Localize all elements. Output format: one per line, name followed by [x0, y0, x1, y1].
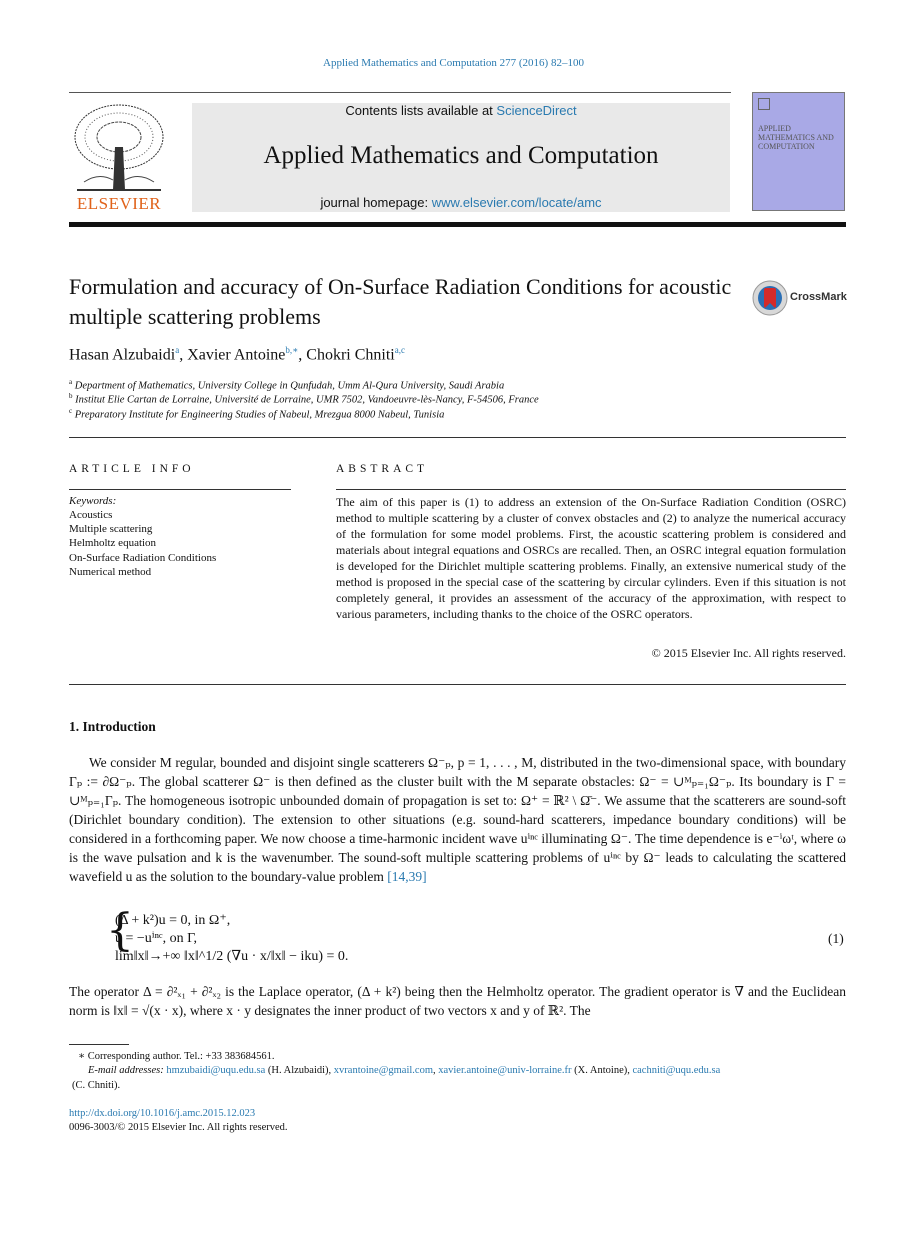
homepage-prefix: journal homepage:	[320, 195, 429, 210]
keyword-item: Multiple scattering	[69, 523, 153, 535]
abstract-bottom-rule	[69, 684, 846, 685]
section-heading: 1. Introduction	[69, 719, 156, 734]
affiliation-a	[69, 378, 504, 392]
keywords-label: Keywords:	[69, 495, 117, 507]
author-name: Hasan Alzubaidi	[69, 346, 176, 364]
cover-title: APPLIED MATHEMATICS AND COMPUTATION	[758, 124, 834, 151]
abstract-heading: ABSTRACT	[336, 463, 429, 475]
footnote-rule	[69, 1044, 129, 1045]
abstract-copyright: © 2015 Elsevier Inc. All rights reserved.	[651, 646, 846, 660]
issn-line: 0096-3003/© 2015 Elsevier Inc. All rights reserved.	[69, 1122, 288, 1133]
affiliation-text: Department of Mathematics, University College in Qunfudah, Umm Al-Qura University, Saudi Arabia	[74, 380, 505, 392]
affiliation-c	[69, 407, 444, 421]
author-affiliation-marker[interactable]: a	[175, 345, 180, 355]
email-owner: (X. Antoine),	[574, 1065, 630, 1076]
contents-prefix: Contents lists available at	[345, 103, 493, 118]
email-link[interactable]: xvrantoine@gmail.com	[333, 1065, 433, 1076]
header-bottom-rule	[69, 222, 846, 227]
keyword-item: Acoustics	[69, 509, 113, 521]
equation-number: (1)	[828, 931, 844, 946]
author-affiliation-marker[interactable]: a,c	[394, 345, 405, 355]
crossmark-icon	[752, 280, 788, 316]
email-link[interactable]: hmzubaidi@uqu.edu.sa	[166, 1065, 266, 1076]
header-top-rule	[69, 92, 731, 93]
email-owner: (C. Chniti).	[72, 1080, 121, 1091]
elsevier-logo	[69, 102, 169, 214]
journal-title: Applied Mathematics and Computation	[263, 142, 659, 169]
elsevier-wordmark: ELSEVIER	[76, 194, 162, 213]
article-title: Formulation and accuracy of On-Surface Radiation Conditions for acoustic multiple scattering problems	[69, 274, 732, 329]
affiliations-rule	[69, 437, 846, 438]
doi-link[interactable]: http://dx.doi.org/10.1016/j.amc.2015.12.023	[69, 1108, 256, 1119]
equation-brace: {	[106, 905, 134, 956]
email-link[interactable]: xavier.antoine@univ-lorraine.fr	[438, 1065, 572, 1076]
article-info-heading: ARTICLE INFO	[69, 463, 195, 475]
article-info-rule	[69, 489, 291, 490]
corresponding-author-note: ∗ Corresponding author. Tel.: +33 383684561.	[78, 1051, 275, 1062]
crossmark-badge[interactable]	[752, 280, 847, 316]
paragraph-text: We consider M regular, bounded and disjoint single scatterers Ω⁻ₚ, p = 1, . . . , M, distributed in the two-dimensional space, with boundary Γₚ := ∂Ω⁻ₚ. The global scatterer Ω⁻ is then defined as the cluster built with the M separate obstacles: Ω⁻ = ∪ᴹₚ₌₁Ω⁻ₚ. Its boundary is Γ = ∪ᴹₚ₌₁Γₚ. The homogeneous isotropic unbounded domain of propagation is set to: Ω⁺ = ℝ² \ Ω̄⁻. We assume that the scatterers are sound-soft (Dirichlet boundary condition). The extension to other situations (e.g. sound-hard scatterers, impedance boundary conditions) will be considered in a forthcoming paper. We now choose a time-harmonic incident wave uⁱⁿᶜ illuminating Ω⁻. The time dependence is e⁻ⁱωᵗ, where ω is the wave pulsation and k is the wavenumber. The sound-soft multiple scattering problems of uⁱⁿᶜ by Ω⁻ leads to calculating the scattered wavefield u as the solution to the boundary-value problem	[69, 755, 846, 884]
email-addresses: E-mail addresses: hmzubaidi@uqu.edu.sa (H. Alzubaidi), xvrantoine@gmail.com, xavier.antoine@univ-lorraine.fr (X. Antoine), cachniti@uqu.edu.sa	[88, 1065, 721, 1076]
keyword-item: Numerical method	[69, 566, 152, 578]
equation-line: u = −uⁱⁿᶜ, on Γ,	[115, 931, 198, 946]
author-name: Xavier Antoine	[187, 346, 286, 364]
keyword-item: Helmholtz equation	[69, 537, 157, 549]
email-owner: (H. Alzubaidi),	[267, 1065, 332, 1076]
affiliation-text: Institut Elie Cartan de Lorraine, Université de Lorraine, UMR 7502, Vandoeuvre-lès-Nancy, F-54506, France	[75, 394, 539, 406]
author-affiliation-marker[interactable]: b,∗	[285, 345, 299, 355]
affiliation-b	[69, 392, 539, 406]
abstract-text: The aim of this paper is (1) to address an extension of the On-Surface Radiation Condition (OSRC) method to multiple scattering by a cluster of convex obstacles and (2) to analyze the numerical accuracy of the formulation for some model problems. First, the acoustic scattering problem is considered and materials about integral equations and OSRCs are recalled. Then, an OSRC integral equation formulation is developed for the Dirichlet multiple scattering problems. Finally, an extensive numerical study of the method is proposed in the special case of the scattering by circular cylinders. Even if this situation is not completely general, it provides an assessment of the accuracy of the approximation, with respect to various parameters, including thanks to the choice of the OSRC operators.	[336, 495, 846, 621]
affiliation-text: Preparatory Institute for Engineering Studies of Nabeul, Mrezgua 8000 Nabeul, Tunisia	[74, 409, 445, 421]
homepage-line	[192, 195, 730, 210]
cover-publisher-icon	[758, 98, 770, 110]
crossmark-label: CrossMark	[790, 291, 847, 303]
keyword-item: On-Surface Radiation Conditions	[69, 552, 217, 564]
intro-paragraph-2: The operator Δ = ∂²ₓ₁ + ∂²ₓ₂ is the Laplace operator, (Δ + k²) being then the Helmholtz operator. The gradient operator is ∇ and the Euclidean norm is ‖x‖ = √(x · x), where x · y designates the inner product of two vectors x and y of ℝ². The	[69, 984, 846, 1018]
email-label: E-mail addresses:	[88, 1065, 164, 1076]
equation-line: lim‖x‖→+∞ ‖x‖^1/2 (∇u · x/‖x‖ − iku) = 0.	[115, 949, 349, 964]
sciencedirect-link[interactable]: ScienceDirect	[496, 103, 577, 118]
abstract-rule	[336, 489, 846, 490]
affiliation-marker: b	[69, 392, 73, 400]
author-name: Chokri Chniti	[306, 346, 395, 364]
equation-line: (Δ + k²)u = 0, in Ω⁺,	[115, 913, 231, 928]
email-link[interactable]: cachniti@uqu.edu.sa	[632, 1065, 721, 1076]
intro-paragraph-1	[69, 753, 846, 886]
citation-link[interactable]: [14,39]	[387, 869, 427, 884]
journal-reference[interactable]: Applied Mathematics and Computation 277 (2016) 82–100	[323, 57, 584, 69]
contents-line	[192, 103, 730, 118]
affiliation-marker: a	[69, 378, 73, 386]
homepage-link[interactable]: www.elsevier.com/locate/amc	[431, 195, 602, 210]
affiliation-marker: c	[69, 407, 73, 415]
elsevier-tree-icon	[69, 102, 169, 194]
author-list: Hasan Alzubaidi$^a$, Xavier Antoine$^{b,∗}$, Chokri Chniti$^{a,c}$	[69, 345, 405, 364]
